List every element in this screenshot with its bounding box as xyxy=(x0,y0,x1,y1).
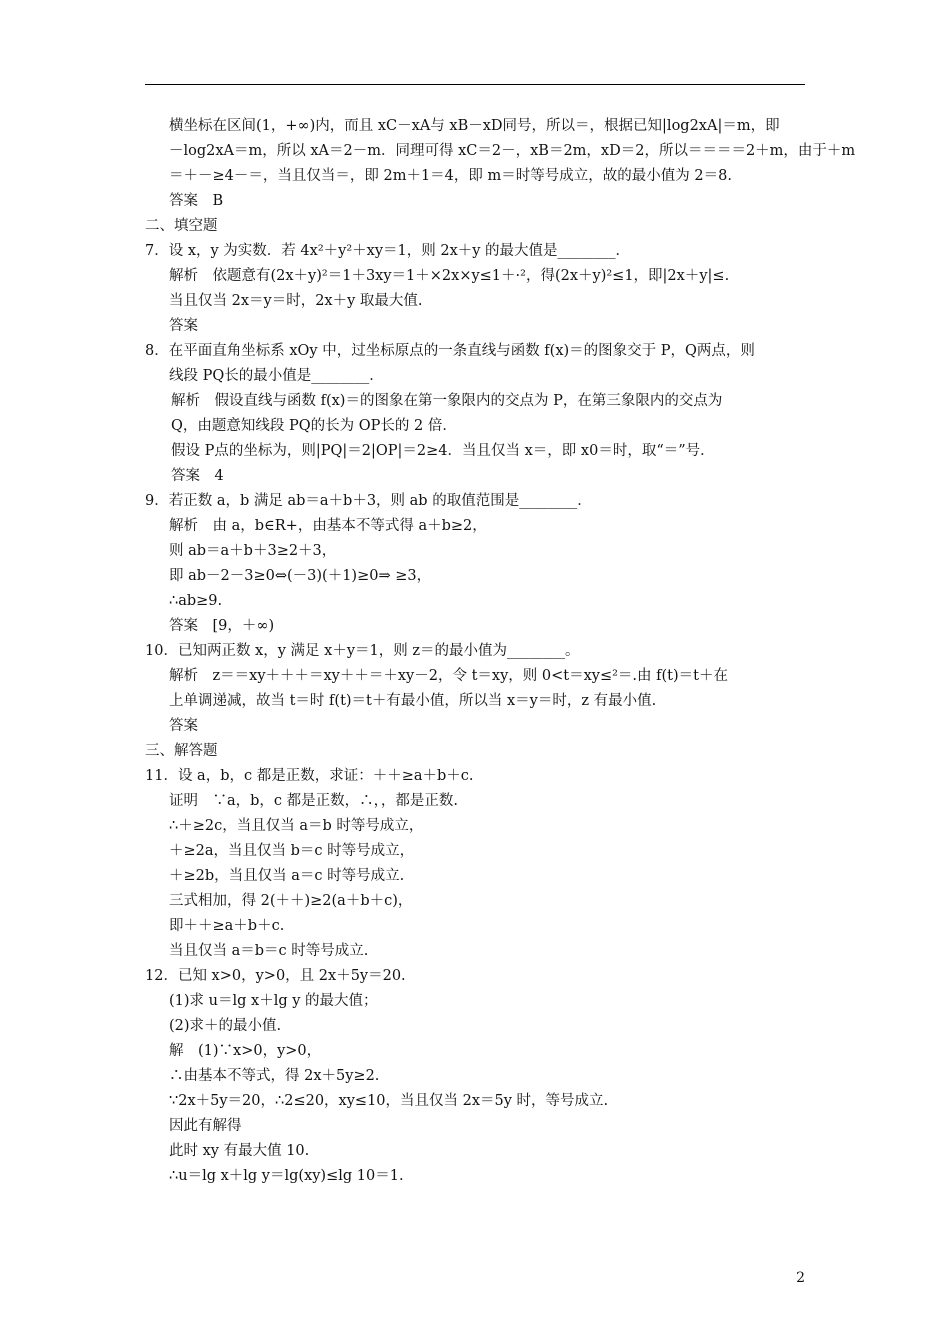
text-line: 8．在平面直角坐标系 xOy 中，过坐标原点的一条直线与函数 f(x)＝的图象交于 P，Q两点，则 xyxy=(145,343,755,359)
text-line: 三、解答题 xyxy=(145,743,218,759)
text-line: 9．若正数 a，b 满足 ab＝a＋b＋3，则 ab 的取值范围是________． xyxy=(145,493,592,509)
text-line: 则 ab＝a＋b＋3≥2＋3， xyxy=(169,543,337,559)
text-line: 上单调递减，故当 t＝时 f(t)＝t＋有最小值，所以当 x＝y＝时，z 有最小值. xyxy=(169,693,657,709)
text-line: 解析 由 a，b∈R+，由基本不等式得 a＋b≥2， xyxy=(169,518,487,534)
text-line: 答案 B xyxy=(169,193,224,209)
text-line: 11．设 a，b，c 都是正数，求证：＋＋≥a＋b＋c. xyxy=(145,768,474,784)
text-line: ∴ab≥9. xyxy=(169,593,223,609)
text-line: 答案 4 xyxy=(171,468,224,484)
text-line: ＋≥2a，当且仅当 b＝c 时等号成立， xyxy=(169,843,415,859)
text-line: 7．设 x，y 为实数．若 4x²＋y²＋xy＝1，则 2x＋y 的最大值是________． xyxy=(145,243,631,259)
text-line: 10．已知两正数 x，y 满足 x＋y＝1，则 z＝的最小值为________。 xyxy=(145,643,580,659)
text-line: Q，由题意知线段 PQ的长为 OP长的 2 倍． xyxy=(171,418,457,434)
text-line: 即 ab－2－3≥0⇔(－3)(＋1)≥0⇒ ≥3， xyxy=(169,568,432,584)
text-line: 横坐标在区间(1，+∞)内，而且 xC－xA与 xB－xD同号，所以＝，根据已知|log2xA|＝m，即 xyxy=(169,118,780,134)
text-line: 三式相加，得 2(＋＋)≥2(a＋b＋c)， xyxy=(169,893,413,909)
text-line: ∵2x＋5y＝20，∴2≤20，xy≤10，当且仅当 2x＝5y 时，等号成立. xyxy=(169,1093,609,1109)
text-line: ∴u＝lg x＋lg y＝lg(xy)≤lg 10＝1. xyxy=(169,1168,404,1184)
text-line: ＝＋－≥4－＝，当且仅当＝，即 2m＋1＝4，即 m＝时等号成立，故的最小值为 2＝8. xyxy=(169,168,732,184)
text-line: －log2xA＝m，所以 xA＝2－m．同理可得 xC＝2－，xB＝2m，xD＝2，所以＝＝＝＝2＋m，由于＋m xyxy=(169,143,856,159)
text-line: ∴＋≥2c，当且仅当 a＝b 时等号成立， xyxy=(169,818,424,834)
text-line: 解析 假设直线与函数 f(x)＝的图象在第一象限内的交点为 P，在第三象限内的交点为 xyxy=(171,393,723,409)
text-line: 解 (1)∵x>0，y>0， xyxy=(169,1043,322,1059)
text-line: 答案 xyxy=(169,318,198,334)
header-rule xyxy=(145,84,805,85)
text-line: 解析 依题意有(2x＋y)²＝1＋3xy＝1＋×2x×y≤1＋·²，得(2x＋y)²≤1，即|2x＋y|≤. xyxy=(169,268,730,284)
text-line: (2)求＋的最小值. xyxy=(169,1018,282,1034)
text-line: 此时 xy 有最大值 10. xyxy=(169,1143,310,1159)
text-line: 12．已知 x>0，y>0，且 2x＋5y＝20. xyxy=(145,968,406,984)
text-line: 解析 z＝＝xy＋＋＋＝xy＋＋＝＋xy－2，令 t＝xy，则 0<t＝xy≤²＝.由 f(t)＝t＋在 xyxy=(169,668,728,684)
text-line: 当且仅当 2x＝y＝时，2x＋y 取最大值. xyxy=(169,293,423,309)
text-line: 线段 PQ长的最小值是________． xyxy=(169,368,384,384)
page-number: 2 xyxy=(796,1270,805,1286)
text-line: 因此有解得 xyxy=(169,1118,242,1134)
text-line: 证明 ∵a，b，c 都是正数，∴，，都是正数. xyxy=(169,793,459,809)
text-line: 即＋＋≥a＋b＋c. xyxy=(169,918,285,934)
document-body xyxy=(145,114,856,1189)
text-line: 二、填空题 xyxy=(145,218,218,234)
text-line: ∴由基本不等式，得 2x＋5y≥2. xyxy=(169,1068,380,1084)
text-line: 假设 P点的坐标为，则|PQ|＝2|OP|＝2≥4．当且仅当 x＝，即 x0＝时，取“＝”号． xyxy=(171,443,715,459)
text-line: (1)求 u＝lg x＋lg y 的最大值； xyxy=(169,993,378,1009)
text-line: 答案 [9，＋∞) xyxy=(169,618,275,634)
text-line: 当且仅当 a＝b＝c 时等号成立. xyxy=(169,943,369,959)
text-line: ＋≥2b，当且仅当 a＝c 时等号成立. xyxy=(169,868,405,884)
text-line: 答案 xyxy=(169,718,198,734)
